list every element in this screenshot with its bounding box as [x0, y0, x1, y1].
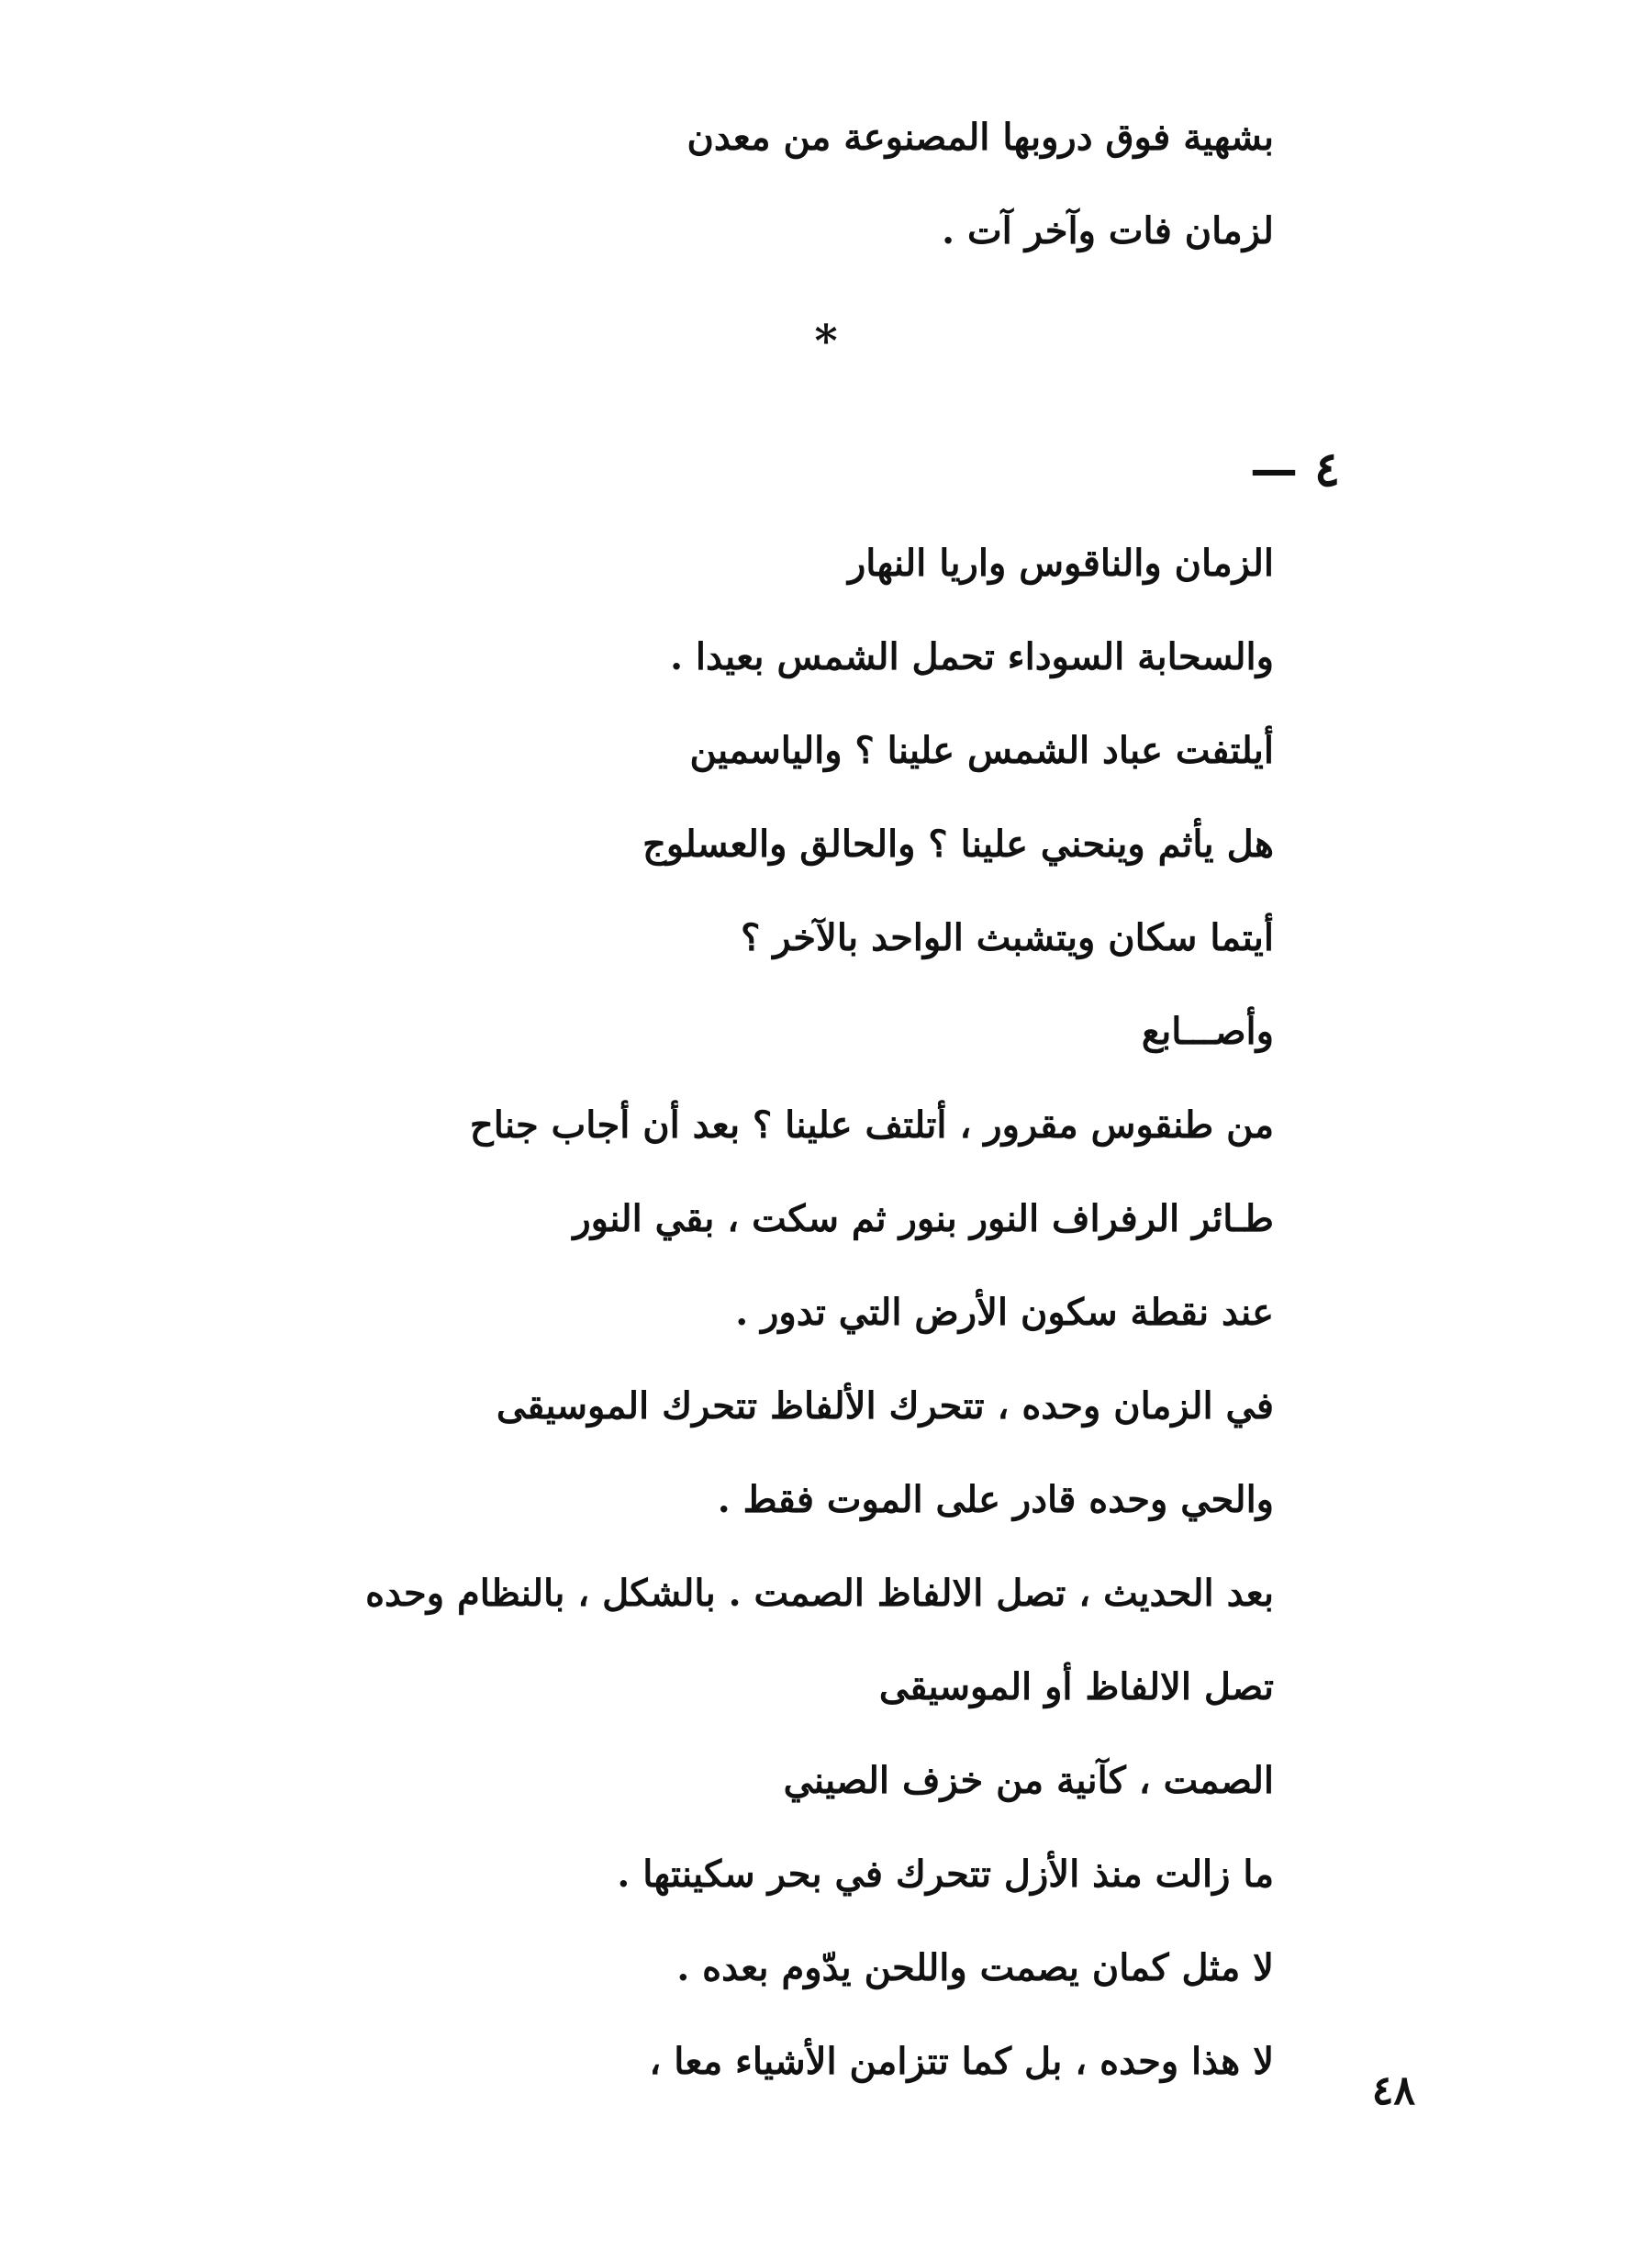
poem-line-top-2: لزمان فات وآخر آت . — [942, 209, 1274, 252]
section-number: ٤ — — [1249, 442, 1340, 498]
poem-line: عند نقطة سكون الأرض التي تدور . — [735, 1291, 1274, 1334]
poem-line: وأصـــابع — [1141, 1010, 1274, 1053]
poem-line: ما زالت منذ الأزل تتحرك في بحر سكينتها . — [617, 1853, 1274, 1896]
poem-line: هل يأثم وينحني علينا ؟ والحالق والعسلوج — [642, 823, 1274, 866]
poem-line: من طنقوس مقرور ، أتلتف علينا ؟ بعد أن أجاب جناح — [469, 1103, 1274, 1147]
poem-line: أيلتفت عباد الشمس علينا ؟ والياسمين — [689, 729, 1274, 772]
poem-line: لا هذا وحده ، بل كما تتزامن الأشياء معا ، — [649, 2040, 1274, 2083]
poem-line: لا مثل كمان يصمت واللحن يدّوم بعده . — [676, 1946, 1274, 1989]
poem-line: والحي وحده قادر على الموت فقط . — [717, 1478, 1274, 1521]
poem-line: تصل الالفاظ أو الموسيقى — [878, 1665, 1274, 1708]
section-separator-asterisk: * — [814, 316, 838, 367]
page-number: ٤٨ — [1371, 2067, 1415, 2114]
poem-line-top-1: بشهية فوق دروبها المصنوعة من معدن — [686, 116, 1274, 159]
poem-line: في الزمان وحده ، تتحرك الألفاظ تتحرك الموسيقى — [496, 1384, 1274, 1428]
poem-line: الصمت ، كآنية من خزف الصيني — [783, 1759, 1274, 1802]
poem-line: بعد الحديث ، تصل الالفاظ الصمت . بالشكل ، بالنظام وحده — [365, 1572, 1274, 1615]
poem-line: والسحابة السوداء تحمل الشمس بعيدا . — [670, 635, 1274, 678]
poem-line: طـائر الرفراف النور بنور ثم سكت ، بقي النور — [573, 1197, 1274, 1240]
poem-line: أيتما سكان ويتشبث الواحد بالآخر ؟ — [741, 916, 1274, 959]
poem-line: الزمان والناقوس واريا النهار — [847, 542, 1274, 585]
